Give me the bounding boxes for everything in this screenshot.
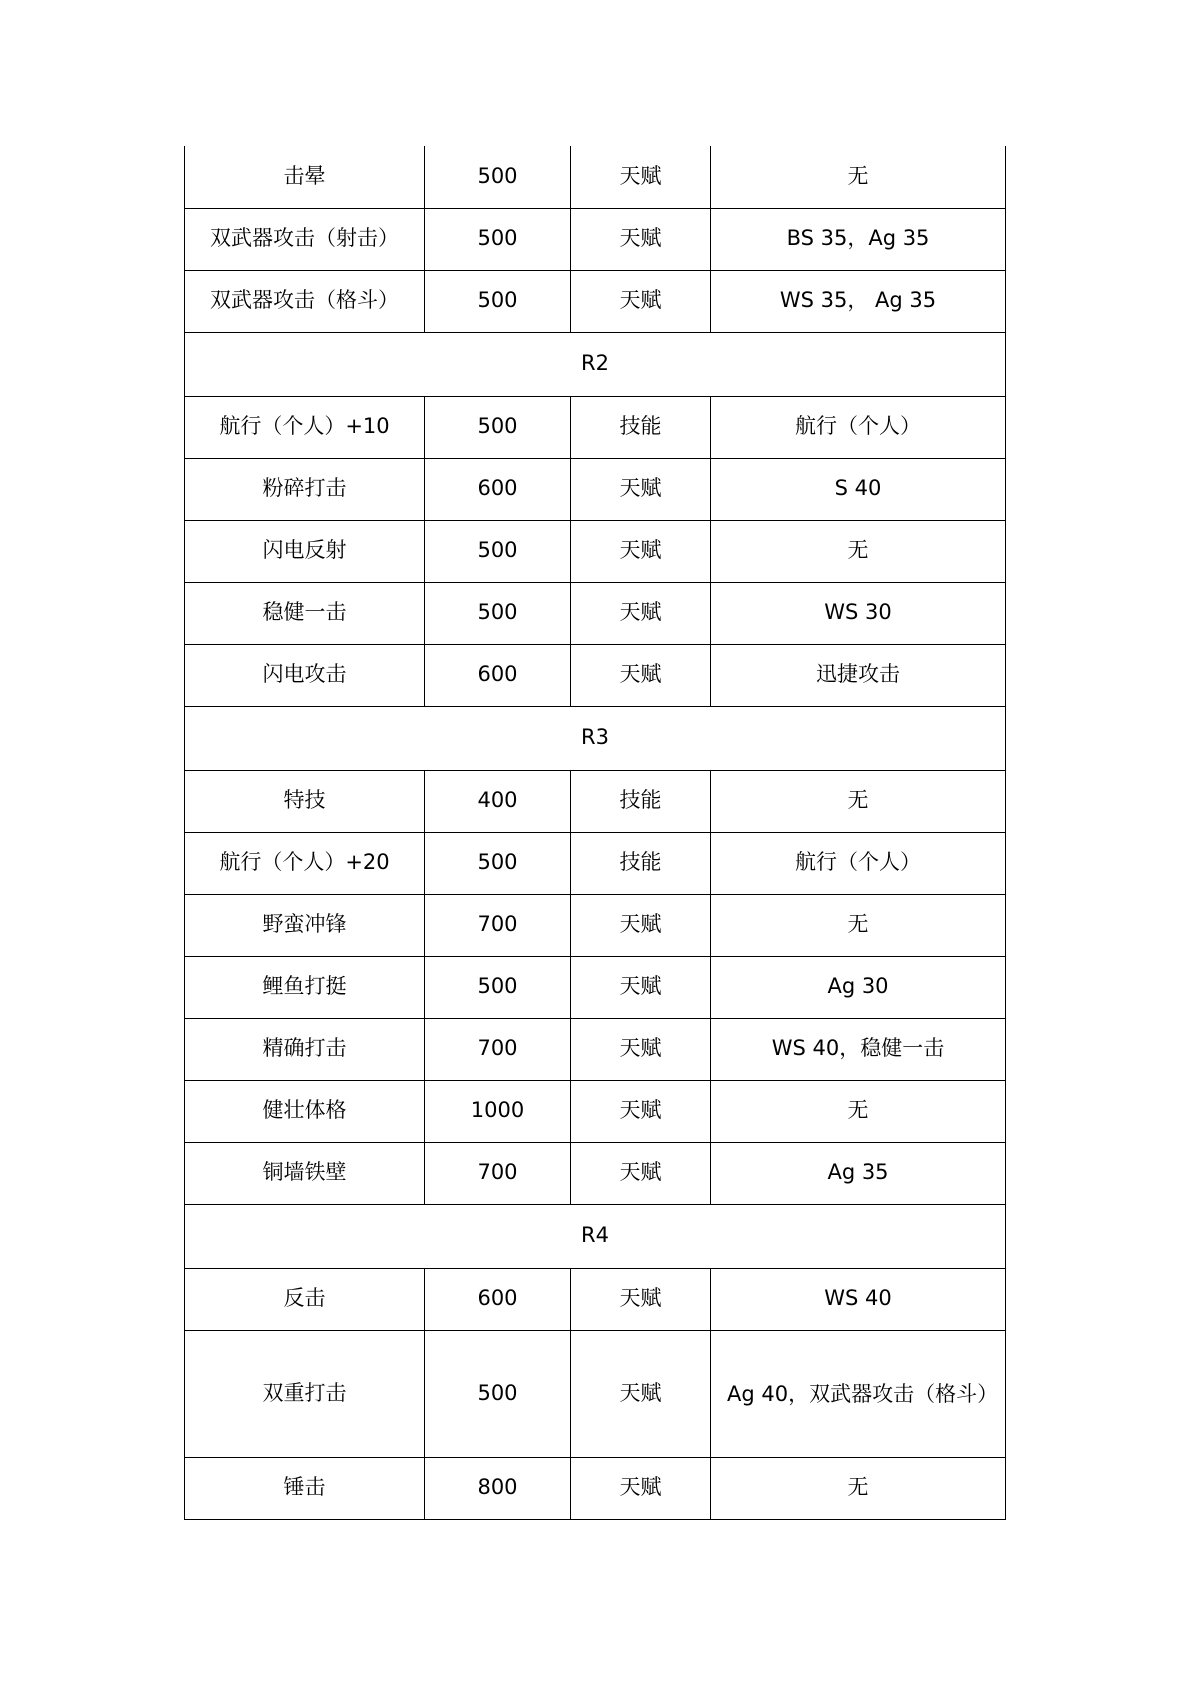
- table-row: [185, 770, 1006, 832]
- category-cell: 天赋: [571, 1330, 711, 1457]
- prerequisite-cell: BS 35，Ag 35: [711, 208, 1006, 270]
- cost-cell: 500: [425, 956, 571, 1018]
- category-cell: 天赋: [571, 1080, 711, 1142]
- section-label: R3: [185, 706, 1006, 770]
- table-row: [185, 396, 1006, 458]
- prerequisite-cell: WS 30: [711, 582, 1006, 644]
- table-row: [185, 1268, 1006, 1330]
- talent-name-cell: 闪电反射: [185, 520, 425, 582]
- category-cell: 天赋: [571, 582, 711, 644]
- category-cell: 天赋: [571, 146, 711, 208]
- cost-cell: 500: [425, 396, 571, 458]
- prerequisite-cell: 无: [711, 770, 1006, 832]
- prerequisite-cell: WS 35， Ag 35: [711, 270, 1006, 332]
- prerequisite-cell: Ag 40，双武器攻击（格斗）: [711, 1330, 1006, 1457]
- category-cell: 技能: [571, 832, 711, 894]
- talent-name-cell: 锤击: [185, 1457, 425, 1519]
- table-row: [185, 208, 1006, 270]
- cost-cell: 1000: [425, 1080, 571, 1142]
- prerequisite-cell: S 40: [711, 458, 1006, 520]
- cost-cell: 500: [425, 270, 571, 332]
- cost-cell: 400: [425, 770, 571, 832]
- cost-cell: 800: [425, 1457, 571, 1519]
- table-row: [185, 270, 1006, 332]
- talent-name-cell: 粉碎打击: [185, 458, 425, 520]
- cost-cell: 700: [425, 894, 571, 956]
- section-row: [185, 1204, 1006, 1268]
- talent-name-cell: 双重打击: [185, 1330, 425, 1457]
- category-cell: 天赋: [571, 520, 711, 582]
- cost-cell: 500: [425, 582, 571, 644]
- talent-name-cell: 航行（个人）+20: [185, 832, 425, 894]
- table-row: [185, 644, 1006, 706]
- table-row: [185, 894, 1006, 956]
- talent-name-cell: 稳健一击: [185, 582, 425, 644]
- prerequisite-cell: Ag 30: [711, 956, 1006, 1018]
- cost-cell: 500: [425, 146, 571, 208]
- category-cell: 天赋: [571, 1457, 711, 1519]
- category-cell: 技能: [571, 396, 711, 458]
- talent-name-cell: 反击: [185, 1268, 425, 1330]
- category-cell: 天赋: [571, 458, 711, 520]
- section-row: [185, 332, 1006, 396]
- category-cell: 天赋: [571, 894, 711, 956]
- category-cell: 天赋: [571, 1018, 711, 1080]
- talent-name-cell: 双武器攻击（射击）: [185, 208, 425, 270]
- cost-cell: 700: [425, 1018, 571, 1080]
- category-cell: 天赋: [571, 208, 711, 270]
- talent-name-cell: 野蛮冲锋: [185, 894, 425, 956]
- category-cell: 天赋: [571, 1142, 711, 1204]
- talent-name-cell: 精确打击: [185, 1018, 425, 1080]
- talent-name-cell: 闪电攻击: [185, 644, 425, 706]
- cost-cell: 500: [425, 832, 571, 894]
- category-cell: 天赋: [571, 956, 711, 1018]
- cost-cell: 600: [425, 1268, 571, 1330]
- table-row: [185, 956, 1006, 1018]
- cost-cell: 500: [425, 520, 571, 582]
- table-body: [185, 146, 1006, 1519]
- table-row: [185, 1457, 1006, 1519]
- category-cell: 天赋: [571, 644, 711, 706]
- table-row: [185, 1080, 1006, 1142]
- category-cell: 技能: [571, 770, 711, 832]
- prerequisite-cell: 迅捷攻击: [711, 644, 1006, 706]
- talent-name-cell: 双武器攻击（格斗）: [185, 270, 425, 332]
- cost-cell: 500: [425, 208, 571, 270]
- table-row: [185, 832, 1006, 894]
- prerequisite-cell: 无: [711, 1457, 1006, 1519]
- cost-cell: 600: [425, 458, 571, 520]
- prerequisite-cell: 无: [711, 146, 1006, 208]
- talent-name-cell: 铜墙铁壁: [185, 1142, 425, 1204]
- talent-name-cell: 鲤鱼打挺: [185, 956, 425, 1018]
- prerequisite-cell: 无: [711, 520, 1006, 582]
- prerequisite-cell: 无: [711, 1080, 1006, 1142]
- prerequisite-cell: 无: [711, 894, 1006, 956]
- prerequisite-cell: Ag 35: [711, 1142, 1006, 1204]
- talent-cost-table: [184, 146, 1006, 1520]
- prerequisite-cell: WS 40，稳健一击: [711, 1018, 1006, 1080]
- cost-cell: 500: [425, 1330, 571, 1457]
- talent-name-cell: 击晕: [185, 146, 425, 208]
- prerequisite-cell: 航行（个人）: [711, 396, 1006, 458]
- prerequisite-cell: WS 40: [711, 1268, 1006, 1330]
- prerequisite-cell: 航行（个人）: [711, 832, 1006, 894]
- cost-cell: 600: [425, 644, 571, 706]
- cost-cell: 700: [425, 1142, 571, 1204]
- table-row: [185, 146, 1006, 208]
- category-cell: 天赋: [571, 1268, 711, 1330]
- category-cell: 天赋: [571, 270, 711, 332]
- table-row: [185, 1018, 1006, 1080]
- table-row: [185, 1142, 1006, 1204]
- section-row: [185, 706, 1006, 770]
- table-row: [185, 458, 1006, 520]
- table-row: [185, 520, 1006, 582]
- talent-name-cell: 航行（个人）+10: [185, 396, 425, 458]
- section-label: R2: [185, 332, 1006, 396]
- section-label: R4: [185, 1204, 1006, 1268]
- table-row: [185, 1330, 1006, 1457]
- talent-name-cell: 特技: [185, 770, 425, 832]
- table-row: [185, 582, 1006, 644]
- talent-name-cell: 健壮体格: [185, 1080, 425, 1142]
